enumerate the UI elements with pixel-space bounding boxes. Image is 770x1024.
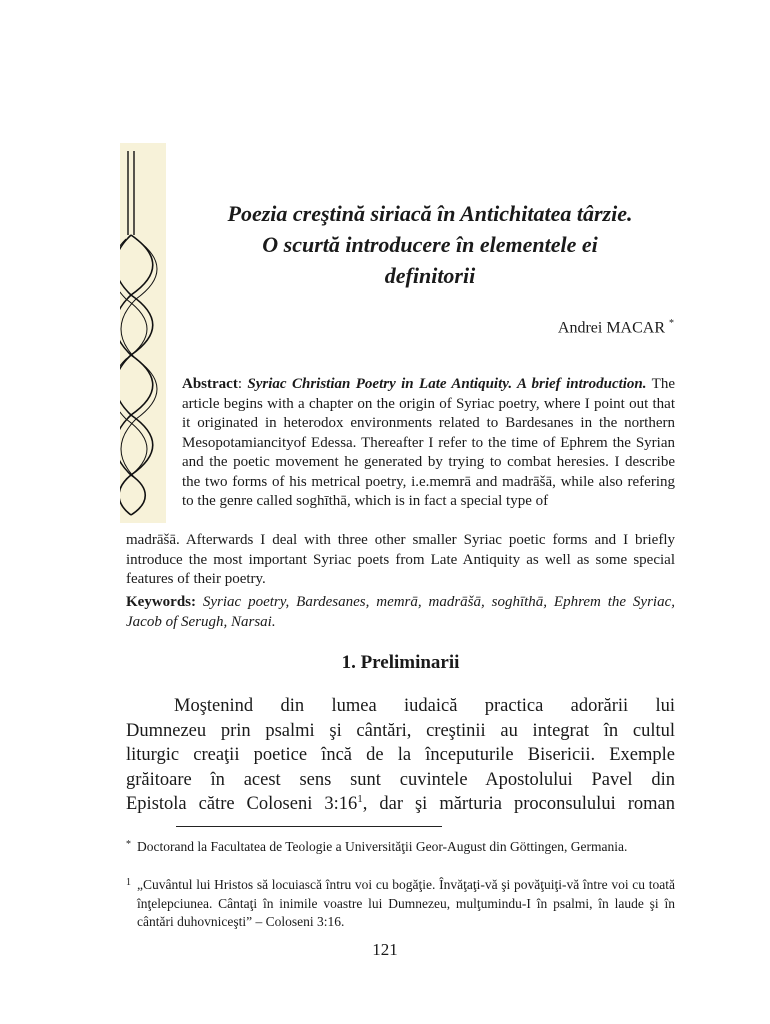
abstract-english-title: Syriac Christian Poetry in Late Antiquity. A brief introduction.	[247, 376, 647, 392]
abstract-block	[182, 375, 675, 512]
footnote-text: „Cuvântul lui Hristos să locuiască întru voi cu bogăţie. Învăţaţi-vă şi povăţuiţi-vă între voi cu toată înţelepciunea. Cântaţi în inimile voastre lui Dumnezeu, mulţumindu-I în psalmi, în laude şi în cântări duhovniceşti” – Coloseni 3:16.	[137, 877, 675, 929]
body-line	[126, 792, 675, 817]
footnote-text: Doctorand la Facultatea de Teologie a Universităţii Geor-August din Göttingen, Germania.	[137, 839, 628, 854]
abstract-continuation: madrāšā. Afterwards I deal with three other smaller Syriac poetic forms and I briefly introduce the most important Syriac poets from Late Antiquity as well as some special features of their poetry.	[126, 532, 675, 587]
section-heading: 1. Preliminarii	[341, 652, 460, 673]
footnote-reference[interactable]: 1	[357, 792, 363, 805]
abstract-label: Abstract	[182, 376, 238, 392]
body-text: , dar şi mărturia proconsulului roman	[362, 794, 675, 814]
body-text: Epistola către Coloseni 3:16	[126, 794, 358, 814]
body-paragraph	[126, 694, 675, 817]
author-byline	[558, 318, 674, 337]
keywords-block	[126, 592, 675, 632]
body-line: Moştenind din lumea iudaică practica adorării lui	[174, 696, 675, 716]
title-line: definitorii	[384, 263, 476, 288]
footnote-separator	[176, 826, 442, 827]
footnote-mark: *	[126, 839, 131, 850]
body-line: liturgic creaţii poetice încă de la începuturile Bisericii. Exemple	[126, 745, 675, 765]
title-line: O scurtă introducere în elementele ei	[262, 232, 598, 257]
author-footnote-mark: *	[669, 318, 674, 329]
keywords-label: Keywords:	[126, 594, 196, 610]
footnote-author	[126, 838, 675, 857]
abstract-colon: :	[237, 376, 242, 392]
page-number: 121	[372, 940, 398, 959]
footnote-mark: 1	[126, 877, 131, 888]
body-line: Dumnezeu prin psalmi şi cântări, creştinii au integrat în cultul	[126, 720, 675, 741]
abstract-text: The article begins with a chapter on the origin of Syriac poetry, where I point out that it originated in heterodox environments related to Bardesanes in the northern Mesopotamiancityof Edessa. Thereafter I refer to the time of Ephrem the Syrian and the poetic movement he generated by trying to combat heresies. I describe the two forms of his metrical poetry, i.e.memrā and madrāšā, while also refering to the genre called soghīthā, which is in fact a special type of	[182, 376, 675, 509]
title-line: Poezia creştină siriacă în Antichitatea târzie.	[227, 201, 633, 226]
author-name: Andrei MACAR	[557, 319, 665, 337]
footnote-1	[126, 876, 675, 932]
article-title	[160, 198, 700, 291]
body-line: grăitoare în acest sens sunt cuvintele Apostolului Pavel din	[126, 769, 675, 790]
keywords-text: Syriac poetry, Bardesanes, memrā, madrāšā, soghīthā, Ephrem the Syriac, Jacob of Serugh, Narsai.	[126, 594, 675, 630]
